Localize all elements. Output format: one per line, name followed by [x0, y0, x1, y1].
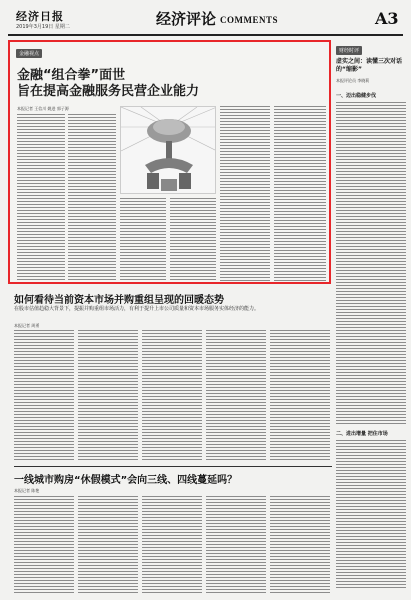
second-article-title: 如何看待当前资本市场并购重组呈现的回暖态势 [14, 295, 224, 306]
second-article-lead: 在股市估值趋稳大背景下，提振并购重组市场活力，有利于提升上市公司质量和资本市场服务实体经济的能力。 [14, 306, 260, 312]
lead-article-byline: 本报记者 王信川 姚进 郭子源 [17, 106, 69, 111]
section-title-en: COMMENTS [220, 15, 278, 25]
side-body-1 [336, 102, 406, 424]
lead-article-subtitle: 旨在提高金融服务民营企业能力 [17, 84, 200, 99]
lead-article-tag: 金融视点 [16, 49, 42, 58]
a3-body-col-1 [14, 496, 74, 594]
a2-body-col-1 [14, 330, 74, 460]
second-article-byline: 本报记者 周勇 [14, 323, 40, 328]
third-article-byline: 本报记者 陈艳 [14, 488, 40, 493]
lead-body-col-5 [274, 106, 326, 282]
lead-body-col-3b [170, 198, 216, 282]
lead-illustration [120, 106, 216, 194]
a2-body-col-4 [206, 330, 266, 460]
side-section-2: 二、进出增量 把住市场 [336, 431, 388, 437]
lead-article-title: 金融“组合拳”面世 [17, 68, 126, 83]
side-tag: 财经时评 [336, 46, 362, 55]
a3-body-col-3 [142, 496, 202, 594]
tree-illustration-icon [121, 107, 216, 194]
a3-body-col-2 [78, 496, 138, 594]
lead-body-col-2 [68, 114, 116, 282]
side-body-2 [336, 440, 406, 590]
article-divider [14, 466, 332, 467]
third-article-title: 一线城市购房“休假模式”会向三线、四线蔓延吗？ [14, 475, 238, 486]
side-section-1: 一、迈出稳健步伐 [336, 93, 377, 99]
a3-body-col-5 [270, 496, 330, 594]
side-column [336, 40, 406, 598]
lead-body-col-4 [220, 106, 270, 282]
lead-body-col-1 [17, 114, 65, 282]
lead-body-col-3a [120, 198, 166, 282]
side-headline: 虚实之间：读懂三次对话的“缩影” [336, 58, 403, 73]
issue-date: 2019年3月19日 星期二 [16, 24, 70, 30]
lead-article [8, 40, 331, 284]
page-number: A3 [375, 9, 399, 28]
a3-body-col-4 [206, 496, 266, 594]
side-byline: 本报评论员 李晓莉 [336, 78, 370, 83]
newspaper-logo: 经济日报 [16, 10, 64, 23]
a2-body-col-3 [142, 330, 202, 460]
a2-body-col-5 [270, 330, 330, 460]
masthead [8, 6, 403, 36]
a2-body-col-2 [78, 330, 138, 460]
section-title: 经济评论 [156, 10, 217, 28]
